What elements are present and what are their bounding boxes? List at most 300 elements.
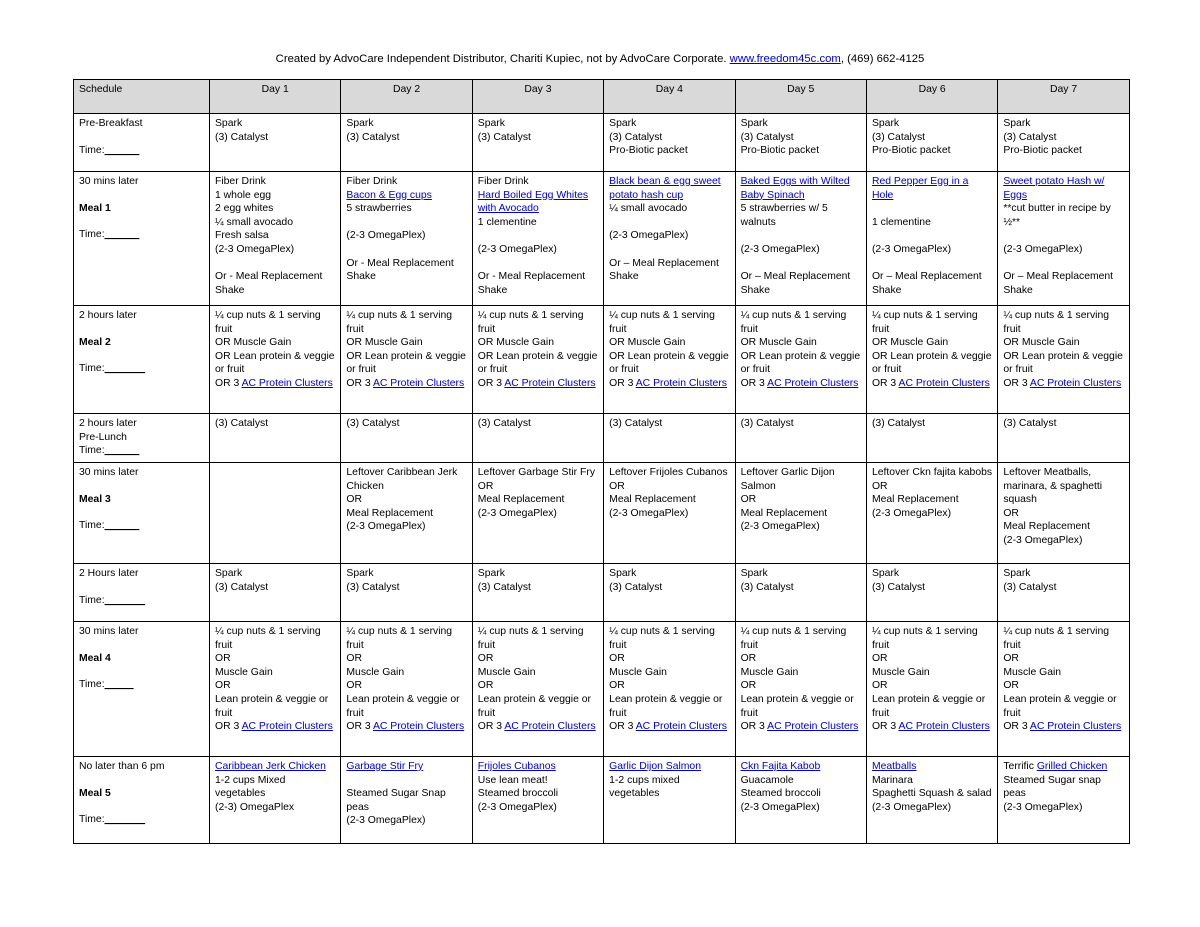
day-2-cell bbox=[341, 622, 472, 757]
day-6-cell bbox=[866, 114, 997, 172]
cell-text-line: **cut butter in recipe by ½** bbox=[1003, 203, 1111, 228]
spacer bbox=[1003, 257, 1123, 271]
cell-text-line: Or – Meal Replacement Shake bbox=[609, 257, 719, 283]
cell-text-line: ¼ cup nuts & 1 serving fruit bbox=[609, 626, 715, 651]
cell-text-line: Meal Replacement bbox=[871, 494, 959, 506]
recipe-link[interactable]: Ckn Fajita Kabob bbox=[740, 761, 821, 772]
recipe-link-line[interactable]: OR 3 AC Protein Clusters bbox=[346, 377, 465, 389]
cell-text-line: Or - Meal Replacement Shake bbox=[477, 271, 586, 296]
cell-text-line: ¼ cup nuts & 1 serving fruit bbox=[346, 310, 453, 335]
cell-text-line: (3) Catalyst bbox=[215, 581, 269, 593]
recipe-link-line[interactable]: OR 3 AC Protein Clusters bbox=[609, 377, 727, 389]
cell-text-line: 1-2 cups Mixed vegetables bbox=[215, 774, 286, 800]
cell-text-line: (3) Catalyst bbox=[215, 131, 269, 143]
cell-text-line: (3) Catalyst bbox=[215, 418, 269, 429]
spacer bbox=[609, 216, 729, 230]
column-header-day-5: Day 5 bbox=[735, 80, 866, 114]
cell-text-line: Guacamole bbox=[740, 774, 794, 786]
cell-text-line: Fiber Drink bbox=[215, 176, 266, 187]
cell-text-line: Pro-Biotic packet bbox=[609, 145, 688, 157]
cell-text-line: (2-3) OmegaPlex bbox=[215, 801, 295, 813]
day-2-cell bbox=[341, 114, 472, 172]
cell-text-line: Use lean meat! bbox=[477, 774, 548, 786]
cell-text-line: Leftover Frijoles Cubanos bbox=[609, 467, 728, 478]
cell-text-line: Lean protein & veggie or fruit bbox=[871, 693, 986, 719]
table-row bbox=[74, 463, 1130, 564]
spacer bbox=[741, 257, 861, 271]
recipe-link-line[interactable]: OR 3 AC Protein Clusters bbox=[740, 377, 859, 389]
cell-text-line: OR bbox=[871, 653, 888, 665]
table-row bbox=[74, 414, 1130, 463]
cell-text-line: Or - Meal Replacement Shake bbox=[215, 271, 323, 296]
cell-text-line: Spaghetti Squash & salad bbox=[871, 788, 992, 800]
cell-text-line: ¼ cup nuts & 1 serving fruit bbox=[871, 310, 978, 335]
schedule-when: No later than 6 pm bbox=[79, 761, 165, 772]
cell-text-line: (3) Catalyst bbox=[740, 581, 794, 593]
cell-text-line: OR Muscle Gain bbox=[215, 337, 292, 349]
day-5-cell bbox=[735, 463, 866, 564]
recipe-link[interactable]: Garbage Stir Fry bbox=[346, 761, 424, 772]
cell-text-line: (3) Catalyst bbox=[609, 131, 663, 143]
schedule-when: 30 mins later bbox=[79, 176, 139, 187]
day-3-cell bbox=[472, 172, 603, 306]
cell-text-line: Meal Replacement bbox=[1003, 521, 1090, 533]
recipe-link-line[interactable]: OR 3 AC Protein Clusters bbox=[477, 377, 596, 389]
cell-text-line: 1 clementine bbox=[871, 216, 931, 228]
day-7-cell bbox=[998, 172, 1129, 306]
day-5-cell bbox=[735, 114, 866, 172]
cell-text-line: (3) Catalyst bbox=[346, 581, 400, 593]
cell-text-line: OR bbox=[346, 494, 362, 506]
cell-text-line: ¼ cup nuts & 1 serving fruit bbox=[1003, 626, 1110, 651]
schedule-when: Pre-Breakfast bbox=[79, 118, 143, 129]
day-7-cell bbox=[998, 463, 1129, 564]
day-7-cell bbox=[998, 306, 1129, 414]
cell-text-line: (2-3 OmegaPlex) bbox=[871, 507, 952, 519]
column-header-day-7: Day 7 bbox=[998, 80, 1129, 114]
cell-text-line: 1 clementine bbox=[477, 216, 537, 228]
cell-text-line: (3) Catalyst bbox=[609, 418, 663, 429]
day-1-cell bbox=[210, 172, 341, 306]
cell-text-line: (3) Catalyst bbox=[1003, 418, 1057, 429]
cell-text-line: (2-3 OmegaPlex) bbox=[477, 801, 557, 813]
cell-text-line: Lean protein & veggie or fruit bbox=[477, 693, 592, 719]
cell-text-line: OR bbox=[609, 680, 625, 692]
cell-text-line: (3) Catalyst bbox=[477, 418, 531, 429]
cell-text-line: (2-3 OmegaPlex) bbox=[477, 243, 557, 255]
cell-text-line: Spark bbox=[346, 118, 374, 129]
cell-text-line: (2-3 OmegaPlex) bbox=[871, 243, 952, 255]
recipe-link[interactable]: Meatballs bbox=[871, 761, 917, 772]
cell-text-line: (2-3 OmegaPlex) bbox=[1003, 534, 1083, 546]
recipe-link-line[interactable]: OR 3 AC Protein Clusters bbox=[740, 721, 859, 733]
recipe-link-line[interactable]: OR 3 AC Protein Clusters bbox=[215, 721, 333, 733]
schedule-when: 2 Hours later bbox=[79, 568, 139, 579]
table-row bbox=[74, 114, 1130, 172]
cell-text-line: OR bbox=[609, 653, 625, 665]
cell-text-line: OR bbox=[871, 480, 888, 492]
cell-text-line: OR bbox=[477, 680, 494, 692]
column-header-schedule: Schedule bbox=[74, 80, 210, 114]
cell-text-line: OR bbox=[1003, 680, 1019, 692]
cell-text-line: OR bbox=[477, 653, 494, 665]
cell-text-line: 1-2 cups mixed vegetables bbox=[609, 774, 680, 800]
cell-text-line: Or - Meal Replacement Shake bbox=[346, 257, 454, 283]
table-row bbox=[74, 564, 1130, 622]
day-5-cell bbox=[735, 757, 866, 844]
cell-text-line: (3) Catalyst bbox=[740, 418, 794, 429]
day-7-cell bbox=[998, 414, 1129, 463]
spacer bbox=[872, 202, 992, 216]
spacer bbox=[478, 257, 598, 271]
cell-text-line: Lean protein & veggie or fruit bbox=[215, 693, 329, 719]
recipe-link-line[interactable]: OR 3 AC Protein Clusters bbox=[1003, 377, 1122, 389]
day-5-cell bbox=[735, 414, 866, 463]
credit-prefix: Created by AdvoCare Independent Distributor, Chariti Kupiec, not by AdvoCare Corporate. bbox=[275, 53, 730, 65]
recipe-link[interactable]: Garlic Dijon Salmon bbox=[609, 761, 701, 772]
cell-text-line: Meal Replacement bbox=[609, 494, 696, 506]
schedule-when: 30 mins later bbox=[79, 626, 139, 637]
cell-text-line: Muscle Gain bbox=[346, 666, 405, 678]
cell-text-line: (3) Catalyst bbox=[477, 581, 531, 593]
cell-text-line: Spark bbox=[609, 568, 637, 579]
cell-text-line: Steamed Sugar Snap peas bbox=[346, 788, 446, 813]
schedule-when: 30 mins later bbox=[79, 467, 139, 478]
cell-text-line: OR Lean protein & veggie or fruit bbox=[477, 350, 598, 376]
spacer bbox=[741, 229, 861, 243]
day-4-cell bbox=[604, 757, 735, 844]
cell-text-line: Steamed broccoli bbox=[740, 788, 821, 800]
recipe-link[interactable]: Bacon & Egg cups bbox=[346, 189, 432, 201]
cell-text-line: OR bbox=[215, 680, 231, 692]
day-5-cell bbox=[735, 622, 866, 757]
cell-text-line: OR bbox=[477, 480, 494, 492]
cell-text-line: (2-3 OmegaPlex) bbox=[740, 243, 820, 255]
recipe-link[interactable]: Caribbean Jerk Chicken bbox=[215, 761, 326, 772]
schedule-cell bbox=[74, 757, 210, 844]
spacer bbox=[215, 257, 335, 271]
schedule-time-field[interactable]: Time:______ bbox=[79, 229, 140, 241]
day-6-cell bbox=[866, 564, 997, 622]
cell-text-line: OR bbox=[740, 680, 757, 692]
cell-text-line: (2-3 OmegaPlex) bbox=[609, 507, 689, 519]
schedule-cell bbox=[74, 414, 210, 463]
cell-text-line: Pro-Biotic packet bbox=[740, 145, 820, 157]
column-header-day-6: Day 6 bbox=[866, 80, 997, 114]
recipe-link[interactable]: Frijoles Cubanos bbox=[477, 761, 556, 772]
cell-text-line: Muscle Gain bbox=[609, 666, 667, 678]
cell-text-line: Steamed Sugar snap peas bbox=[1003, 774, 1101, 800]
table-row bbox=[74, 306, 1130, 414]
recipe-link[interactable]: Sweet potato Hash w/ Eggs bbox=[1003, 176, 1105, 201]
cell-text-line: (2-3 OmegaPlex) bbox=[740, 521, 820, 533]
cell-text-line: OR bbox=[740, 653, 757, 665]
spacer bbox=[478, 229, 598, 243]
cell-text-line: OR Lean protein & veggie or fruit bbox=[871, 350, 992, 376]
cell-text-line: (2-3 OmegaPlex) bbox=[477, 507, 557, 519]
day-4-cell bbox=[604, 564, 735, 622]
day-3-cell bbox=[472, 114, 603, 172]
cell-text-line: OR Muscle Gain bbox=[477, 337, 555, 349]
day-1-cell bbox=[210, 622, 341, 757]
cell-text-line: OR bbox=[346, 653, 362, 665]
cell-text-line: (2-3 OmegaPlex) bbox=[871, 801, 952, 813]
credit-line bbox=[0, 52, 1200, 66]
day-1-cell bbox=[210, 463, 341, 564]
schedule-cell bbox=[74, 622, 210, 757]
cell-text-line: Spark bbox=[477, 118, 505, 129]
cell-text-line: OR Muscle Gain bbox=[1003, 337, 1080, 349]
day-5-cell bbox=[735, 564, 866, 622]
cell-text-line: (3) Catalyst bbox=[1003, 131, 1057, 143]
day-6-cell bbox=[866, 172, 997, 306]
cell-text-line: (2-3 OmegaPlex) bbox=[740, 801, 820, 813]
schedule-time-field[interactable]: Time:______ bbox=[79, 445, 140, 457]
recipe-link[interactable]: Black bean & egg sweet potato hash cup bbox=[609, 176, 721, 201]
cell-text-line: (3) Catalyst bbox=[609, 581, 663, 593]
header-row bbox=[74, 80, 1130, 114]
schedule-cell bbox=[74, 114, 210, 172]
cell-text-line: (2-3 OmegaPlex) bbox=[215, 243, 295, 255]
recipe-link-line[interactable]: OR 3 AC Protein Clusters bbox=[1003, 721, 1122, 733]
cell-text-line: Leftover Caribbean Jerk Chicken bbox=[346, 467, 458, 492]
cell-text-line: Spark bbox=[477, 568, 505, 579]
website-link[interactable]: www.freedom45c.com bbox=[729, 53, 841, 65]
table-body bbox=[74, 114, 1130, 844]
cell-text-line: (2-3 OmegaPlex) bbox=[1003, 243, 1083, 255]
cell-text-line: (3) Catalyst bbox=[346, 131, 400, 143]
cell-text-line: OR Lean protein & veggie or fruit bbox=[609, 350, 729, 376]
day-6-cell bbox=[866, 622, 997, 757]
recipe-link[interactable]: Hard Boiled Egg Whites with Avocado bbox=[477, 189, 589, 215]
schedule-meal-label: Meal 1 bbox=[79, 202, 111, 214]
recipe-link-line[interactable]: OR 3 AC Protein Clusters bbox=[609, 721, 727, 733]
cell-text-line: ¼ cup nuts & 1 serving fruit bbox=[477, 310, 584, 335]
cell-text-line: Or – Meal Replacement Shake bbox=[871, 271, 982, 296]
cell-text-line: Spark bbox=[215, 568, 243, 579]
cell-text-line: OR Muscle Gain bbox=[346, 337, 423, 349]
schedule-time-field[interactable]: Time:_______ bbox=[79, 594, 146, 606]
day-2-cell bbox=[341, 306, 472, 414]
spacer bbox=[609, 243, 729, 257]
cell-text-line: ¼ cup nuts & 1 serving fruit bbox=[1003, 310, 1110, 335]
cell-text-line: (3) Catalyst bbox=[477, 131, 531, 143]
column-header-day-1: Day 1 bbox=[210, 80, 341, 114]
day-6-cell bbox=[866, 414, 997, 463]
cell-text-line: Steamed broccoli bbox=[477, 788, 559, 800]
cell-text-line: (2-3 OmegaPlex) bbox=[1003, 801, 1083, 813]
cell-text-line: Lean protein & veggie or fruit bbox=[1003, 693, 1117, 719]
cell-text-line: 2 egg whites bbox=[215, 203, 274, 215]
cell-text-line: Muscle Gain bbox=[1003, 666, 1062, 678]
day-1-cell bbox=[210, 306, 341, 414]
day-7-cell bbox=[998, 564, 1129, 622]
day-6-cell bbox=[866, 306, 997, 414]
cell-text-line: Leftover Garbage Stir Fry bbox=[477, 467, 596, 478]
cell-text-line: ¼ cup nuts & 1 serving fruit bbox=[346, 626, 453, 651]
spacer bbox=[872, 229, 992, 243]
day-7-cell bbox=[998, 114, 1129, 172]
day-1-cell bbox=[210, 414, 341, 463]
cell-text-line: Lean protein & veggie or fruit bbox=[740, 693, 854, 719]
cell-text-line: (3) Catalyst bbox=[740, 131, 794, 143]
schedule-cell bbox=[74, 564, 210, 622]
cell-text-line: (3) Catalyst bbox=[871, 581, 926, 593]
cell-text-line: Spark bbox=[346, 568, 374, 579]
day-1-cell bbox=[210, 114, 341, 172]
recipe-link[interactable]: Red Pepper Egg in a Hole bbox=[871, 176, 969, 201]
day-2-cell bbox=[341, 564, 472, 622]
day-4-cell bbox=[604, 414, 735, 463]
cell-text-line: OR bbox=[1003, 653, 1019, 665]
cell-text-line: Spark bbox=[740, 118, 768, 129]
table-header bbox=[74, 80, 1130, 114]
cell-text-line: (2-3 OmegaPlex) bbox=[346, 815, 426, 827]
cell-text-line: ¼ small avocado bbox=[215, 216, 293, 228]
cell-text-line: OR Muscle Gain bbox=[609, 337, 686, 349]
cell-text-line: Lean protein & veggie or fruit bbox=[346, 693, 460, 719]
day-3-cell bbox=[472, 306, 603, 414]
cell-text-line: (2-3 OmegaPlex) bbox=[346, 230, 426, 242]
meal-plan-table bbox=[73, 79, 1130, 844]
day-3-cell bbox=[472, 564, 603, 622]
cell-text-line: Muscle Gain bbox=[871, 666, 930, 678]
day-7-cell bbox=[998, 757, 1129, 844]
cell-text-line: Leftover Meatballs, marinara, & spaghetti squash bbox=[1003, 467, 1103, 506]
cell-text-line: OR Muscle Gain bbox=[871, 337, 949, 349]
day-7-cell bbox=[998, 622, 1129, 757]
cell-text-line: Spark bbox=[740, 568, 768, 579]
recipe-link[interactable]: Baked Eggs with Wilted Baby Spinach bbox=[740, 176, 850, 201]
table-row bbox=[74, 622, 1130, 757]
spacer bbox=[1003, 229, 1123, 243]
day-2-cell bbox=[341, 172, 472, 306]
cell-text-line: ¼ cup nuts & 1 serving fruit bbox=[740, 310, 847, 335]
cell-text-line: Fiber Drink bbox=[346, 176, 398, 187]
day-3-cell bbox=[472, 757, 603, 844]
cell-text-line: OR Lean protein & veggie or fruit bbox=[1003, 350, 1123, 376]
cell-text-line: OR bbox=[609, 480, 625, 492]
cell-text-line: OR Lean protein & veggie or fruit bbox=[346, 350, 466, 376]
day-3-cell bbox=[472, 414, 603, 463]
schedule-meal-label: Meal 2 bbox=[79, 336, 111, 348]
cell-text-line: (3) Catalyst bbox=[346, 418, 400, 429]
schedule-meal-label: Meal 3 bbox=[79, 493, 111, 505]
cell-text-line: Lean protein & veggie or fruit bbox=[609, 693, 723, 719]
cell-text-line: Muscle Gain bbox=[477, 666, 536, 678]
day-3-cell bbox=[472, 463, 603, 564]
cell-text-line: (3) Catalyst bbox=[1003, 581, 1057, 593]
cell-text-line: Or – Meal Replacement Shake bbox=[1003, 271, 1114, 296]
cell-text-line: ¼ small avocado bbox=[609, 203, 688, 215]
cell-text-line: Spark bbox=[1003, 118, 1031, 129]
cell-text-line: (2-3 OmegaPlex) bbox=[609, 230, 689, 242]
cell-text-line: Meal Replacement bbox=[346, 507, 434, 519]
schedule-time-field[interactable]: Time:_______ bbox=[79, 814, 146, 826]
day-1-cell bbox=[210, 564, 341, 622]
column-header-day-3: Day 3 bbox=[472, 80, 603, 114]
cell-text-line: Leftover Ckn fajita kabobs bbox=[871, 467, 993, 478]
cell-text-line: ¼ cup nuts & 1 serving fruit bbox=[609, 310, 715, 335]
spacer bbox=[346, 243, 466, 257]
schedule-time-field[interactable]: Time:______ bbox=[79, 520, 140, 532]
cell-text-line: OR bbox=[740, 494, 757, 506]
schedule-when: 2 hours later bbox=[79, 418, 137, 429]
cell-text-line: Spark bbox=[871, 568, 900, 579]
schedule-when: 2 hours later bbox=[79, 310, 137, 321]
cell-text-line: OR bbox=[346, 680, 362, 692]
cell-text-line: ¼ cup nuts & 1 serving fruit bbox=[871, 626, 978, 651]
day-2-cell bbox=[341, 463, 472, 564]
day-4-cell bbox=[604, 172, 735, 306]
day-4-cell bbox=[604, 114, 735, 172]
cell-text-line: ¼ cup nuts & 1 serving fruit bbox=[215, 626, 321, 651]
cell-text-line: 1 whole egg bbox=[215, 189, 272, 201]
day-4-cell bbox=[604, 463, 735, 564]
table-row bbox=[74, 757, 1130, 844]
cell-text-line: Meal Replacement bbox=[477, 494, 565, 506]
cell-text-line: Pro-Biotic packet bbox=[871, 145, 951, 157]
schedule-time-field[interactable]: Time:______ bbox=[79, 144, 140, 156]
day-3-cell bbox=[472, 622, 603, 757]
cell-text-line: OR bbox=[1003, 507, 1019, 519]
schedule-cell bbox=[74, 172, 210, 306]
schedule-meal-label: Meal 5 bbox=[79, 787, 111, 799]
cell-text-line: OR Lean protein & veggie or fruit bbox=[215, 350, 335, 376]
recipe-link-line[interactable]: OR 3 AC Protein Clusters bbox=[871, 377, 990, 389]
cell-text-line: Fresh salsa bbox=[215, 230, 269, 242]
schedule-time-field[interactable]: Time:_____ bbox=[79, 679, 134, 691]
cell-text-line: ¼ cup nuts & 1 serving fruit bbox=[740, 626, 847, 651]
cell-text-line: Muscle Gain bbox=[740, 666, 799, 678]
table-row bbox=[74, 172, 1130, 306]
recipe-link-line[interactable]: OR 3 AC Protein Clusters bbox=[215, 377, 333, 389]
recipe-link-line[interactable]: Terrific Grilled Chicken bbox=[1003, 761, 1108, 772]
credit-suffix: , (469) 662-4125 bbox=[840, 53, 925, 65]
spacer bbox=[346, 774, 466, 788]
cell-text-line: ¼ cup nuts & 1 serving fruit bbox=[477, 626, 584, 651]
cell-text-line: OR Muscle Gain bbox=[740, 337, 817, 349]
recipe-link-line[interactable]: OR 3 AC Protein Clusters bbox=[477, 721, 596, 733]
schedule-meal-label: Meal 4 bbox=[79, 652, 111, 664]
day-2-cell bbox=[341, 414, 472, 463]
cell-text-line: Pro-Biotic packet bbox=[1003, 145, 1082, 157]
day-6-cell bbox=[866, 463, 997, 564]
cell-text-line: Spark bbox=[609, 118, 637, 129]
cell-text-line: OR bbox=[871, 680, 888, 692]
cell-text-line: 5 strawberries bbox=[346, 203, 412, 215]
cell-text-line: Meal Replacement bbox=[740, 507, 828, 519]
cell-text-line: OR bbox=[215, 653, 231, 665]
cell-text-line: Muscle Gain bbox=[215, 666, 273, 678]
cell-text-line: Spark bbox=[1003, 568, 1031, 579]
cell-text-line: Marinara bbox=[871, 774, 913, 786]
day-5-cell bbox=[735, 306, 866, 414]
recipe-link-line[interactable]: OR 3 AC Protein Clusters bbox=[346, 721, 465, 733]
cell-text-line: (3) Catalyst bbox=[871, 418, 926, 429]
cell-text-line: Spark bbox=[215, 118, 243, 129]
column-header-day-4: Day 4 bbox=[604, 80, 735, 114]
recipe-link-line[interactable]: OR 3 AC Protein Clusters bbox=[871, 721, 990, 733]
cell-text-line: 5 strawberries w/ 5 walnuts bbox=[740, 203, 828, 228]
day-4-cell bbox=[604, 622, 735, 757]
schedule-cell bbox=[74, 306, 210, 414]
day-2-cell bbox=[341, 757, 472, 844]
schedule-when-second: Pre-Lunch bbox=[79, 431, 127, 443]
schedule-time-field[interactable]: Time:_______ bbox=[79, 363, 146, 375]
cell-text-line: Or – Meal Replacement Shake bbox=[740, 271, 851, 296]
spacer bbox=[872, 257, 992, 271]
